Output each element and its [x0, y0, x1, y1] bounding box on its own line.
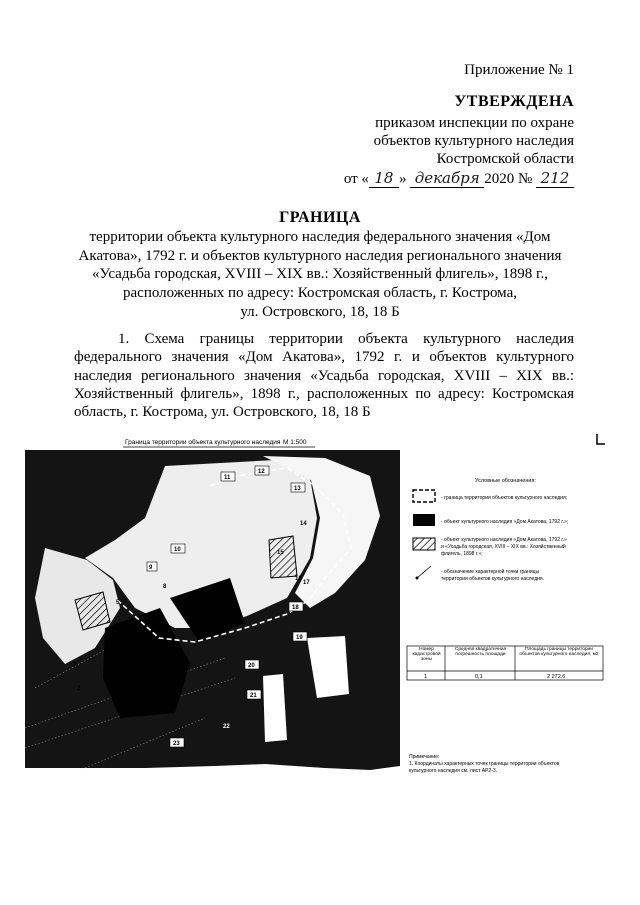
- map-point-label: 16: [295, 576, 302, 582]
- approval-line-3: Костромской области: [436, 151, 574, 167]
- map-point-label: 21: [250, 693, 257, 699]
- note-title: Примечание:: [409, 754, 440, 760]
- table-cell: 2 272,6: [547, 674, 566, 680]
- map-point-label: 14: [300, 521, 307, 527]
- subtitle-line: Акатова», 1792 г. и объектов культурного наследия регионального значения: [78, 247, 562, 264]
- map-point-label: 11: [224, 475, 231, 481]
- legend-item: - объект культурного наследия «Дом Акатова, 1792 г.»;: [441, 519, 569, 525]
- map-point-label: 17: [303, 580, 310, 586]
- map-point-label: 23: [173, 741, 180, 747]
- map-point-label: 9: [149, 565, 153, 571]
- table-cell: 1: [424, 674, 428, 680]
- subtitle-line: ул. Островского, 18, 18 Б: [240, 303, 400, 320]
- map-point-label: 18: [292, 605, 299, 611]
- legend-title: Условные обозначения:: [475, 478, 536, 484]
- map-point-label: 22: [223, 724, 230, 730]
- map-point-label: 6: [113, 624, 117, 630]
- approved-label: УТВЕРЖДЕНА: [454, 93, 574, 110]
- subtitle-line: расположенных по адресу: Костромская область, г. Кострома,: [123, 285, 517, 302]
- map-title: Граница территории объекта культурного наследия: [125, 439, 281, 446]
- map-point-label: 2: [77, 686, 81, 692]
- table-header: Номер кадастровой зоны: [412, 647, 441, 663]
- appendix-label: Приложение № 1: [464, 62, 574, 78]
- note-line: 1. Координаты характерных точек границы территории объектов: [409, 761, 560, 767]
- legend-item: - граница территории объектов культурного наследия;: [441, 495, 568, 501]
- table-header: Средняя квадратичная погрешность площади: [454, 647, 507, 658]
- map-point-label: 19: [296, 635, 303, 641]
- map-point-label: 8: [163, 584, 167, 590]
- map-point-label: 5: [116, 600, 120, 606]
- document-title: ГРАНИЦА: [279, 209, 361, 226]
- map-point-label: 7: [117, 636, 121, 642]
- map-point-label: 20: [248, 663, 255, 669]
- subtitle-line: территории объекта культурного наследия федерального значения «Дом: [89, 229, 551, 245]
- date-day: 18: [369, 169, 399, 188]
- map-point-label: 12: [258, 469, 265, 475]
- map-point-label: 13: [294, 486, 301, 492]
- order-number: 212: [536, 169, 574, 188]
- legend-item: - объект культурного наследия «Дом Акатова, 1792 г.»: [441, 537, 567, 543]
- document-subtitle: [60, 228, 580, 322]
- order-date-line: от « 18 » декабря 2020 № 212: [344, 169, 574, 188]
- map-point-label: 15: [277, 550, 284, 556]
- date-month: декабря: [410, 169, 484, 188]
- map-point-label: 1: [155, 646, 159, 652]
- subtitle-line: «Усадьба городская, XVIII – XIX вв.: Хозяйственный флигель», 1898 г.,: [92, 266, 548, 283]
- scheme-paragraph: 1. Схема границы территории объекта культурного наследия федерального значения «Дом Акатова», 1792 г. и объектов культурного наследия регионального значения «Усадьба городская, XVIII – XIX вв.: Хозяйственный флигель», 1898 г., расположенных по адресу: Костромская область, г. Кострома, ул. Островского, 18, 18 Б: [74, 331, 574, 421]
- boundary-map: [25, 428, 605, 868]
- legend-item: и «Усадьба городская, XVIII – XIX вв.: Хозяйственный: [441, 544, 566, 550]
- legend-item: флигель, 1898 г.»;: [441, 551, 483, 557]
- note-line: культурного наследия см. лист АР2-3.: [409, 768, 498, 774]
- legend-item: - обозначение характерной точки границы: [441, 569, 540, 575]
- table-cell: 0,1: [475, 674, 483, 680]
- table-header: Площадь границы территории объектов культурного наследия, м2: [519, 647, 599, 658]
- approval-line-2: объектов культурного наследия: [373, 133, 574, 149]
- map-point-label: 10: [174, 547, 181, 553]
- map-scale: М 1:500: [283, 439, 307, 446]
- map-point-label: 4: [95, 646, 99, 652]
- legend-item: территории объектов культурного наследия.: [441, 576, 545, 582]
- map-point-label: 3: [73, 662, 77, 668]
- approval-line-1: приказом инспекции по охране: [375, 115, 574, 131]
